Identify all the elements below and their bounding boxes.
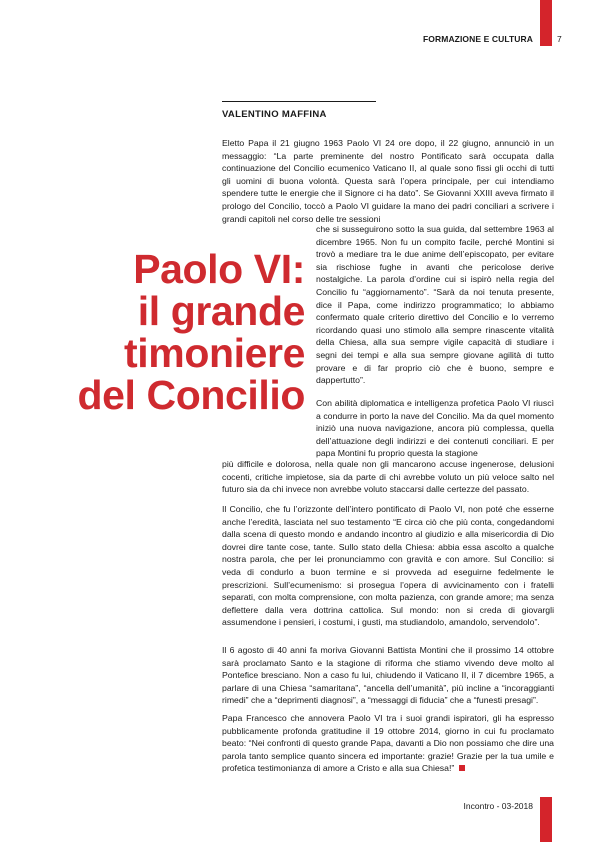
title-line-2: il grande	[137, 288, 305, 334]
bottom-accent-bar	[540, 797, 552, 842]
author-name: VALENTINO MAFFINA	[222, 109, 327, 120]
end-of-article-mark	[459, 765, 465, 771]
paragraph-2-full-width: più difficile e dolorosa, nella quale non gli mancarono accuse ingenerose, delusioni cocenti, critiche impietose, sia da parte di chi avrebbe voluto un più veloce salto nel futuro sia da chi invece non avrebbe voluto staccarsi dalle certezze del passato.	[222, 459, 554, 495]
paragraph-1-column: che si susseguirono sotto la sua guida, dal settembre 1963 al dicembre 1965. Non fu un compito facile, perché Montini si trovò a mediare tra le due anime dell’episcopato, per evitare sia rischiose fughe in avanti che pericolose derive nostalgiche. La parola d’ordine cui si ispirò nella regia del Concilio fu “aggiornamento”. “Sarà da noi tenuta presente, dice il Papa, come indirizzo programmatico; lo abbiamo confermato quale criterio direttivo del Concilio e lo verremo ricordando quasi uno stimolo alla sempre rinascente vitalità della Chiesa, alla sua sempre vigile capacità di studiare i segni dei tempi e alla sua sempre giovane agilità di tutto provare e di far proprio ciò che è buono, sempre e dappertutto”.	[316, 224, 554, 386]
section-label: FORMAZIONE E CULTURA	[423, 34, 533, 44]
footer-issue: Incontro - 03-2018	[463, 801, 533, 811]
paragraph-1-full-width: Eletto Papa il 21 giugno 1963 Paolo VI 24 ore dopo, il 22 giugno, annunciò in un messaggio: “La parte preminente del nostro Pontificato sarà occupata dalla continuazione del Concilio ecumenico Vaticano II, al quale sono fissi gli occhi di tutti gli uomini di buona volontà. Questa sarà l’opera principale, per cui intendiamo spendere tutte le energie che il Signore ci ha dato”. Se Giovanni XXIII aveva firmato il prologo del Concilio, toccò a Paolo VI guidare la mano dei padri conciliari a scrivere i grandi capitoli nel corso delle tre sessioni	[222, 138, 554, 224]
paragraph-3: Il Concilio, che fu l’orizzonte dell’intero pontificato di Paolo VI, non poté che esserne anche l’eredità, lasciata nel suo testamento “E circa ciò che più conta, congedandomi dalla scena di questo mondo e andando incontro al giudizio e alla misericordia di Dio dovrei dire tante cose, tante. Sullo stato della Chiesa: abbia essa ascolto a qualche nostra parola, che per lei pronunciammo con gravità e con amore. Sul Concilio: si veda di condurlo a buon termine e si provveda ad eseguirne fedelmente le prescrizioni. Sull’ecumenismo: si prosegua l’opera di avvicinamento con i fratelli separati, con molta comprensione, con molta pazienza, con grande amore; ma senza deflettere dalla vera dottrina cattolica. Sul mondo: non si creda di giovargli assumendone i pensieri, i costumi, i gusti, ma studiandolo, amandolo, servendolo”.	[222, 504, 554, 628]
title-line-4: del Concilio	[77, 372, 305, 418]
paragraph-5-text: Papa Francesco che annovera Paolo VI tra i suoi grandi ispiratori, gli ha espresso pubblicamente profonda gratitudine il 19 ottobre 2014, giorno in cui fu proclamato beato: “Nei confronti di questo grande Papa, davanti a Dio non possiamo che dire una parola tanto semplice quanto sincera ed importante: grazie! Grazie per la tua umile e profetica testimonianza di amore a Cristo e alla sua Chiesa!”	[222, 713, 554, 774]
paragraph-4: Il 6 agosto di 40 anni fa moriva Giovanni Battista Montini che il prossimo 14 ottobre sarà proclamato Santo e la stagione di riforma che stiamo vivendo deve molto al Pontefice bresciano. Non a caso fu lui, chiudendo il Vaticano II, il 7 dicembre 1965, a parlare di una Chiesa “samaritana”, “ancella dell’umanità”, più incline a “incoraggianti rimedi” che a “deprimenti diagnosi”, a “messaggi di fiducia” che a “funesti presagi”.	[222, 645, 554, 706]
top-accent-bar	[540, 0, 552, 46]
paragraph-5	[222, 712, 554, 775]
paragraph-2-column: Con abilità diplomatica e intelligenza profetica Paolo VI riuscì a condurre in porto la nave del Concilio. Ma da quel momento iniziò una nuova navigazione, ancora più complessa, quella dell’attuazione degli indirizzi e dei contenuti conciliari. E per papa Montini fu proprio questa la stagione	[316, 398, 554, 459]
title-line-1: Paolo VI:	[133, 246, 305, 292]
title-line-3: timoniere	[124, 330, 305, 376]
author-rule	[222, 101, 376, 102]
article-title	[77, 248, 305, 416]
page-number: 7	[557, 34, 562, 44]
